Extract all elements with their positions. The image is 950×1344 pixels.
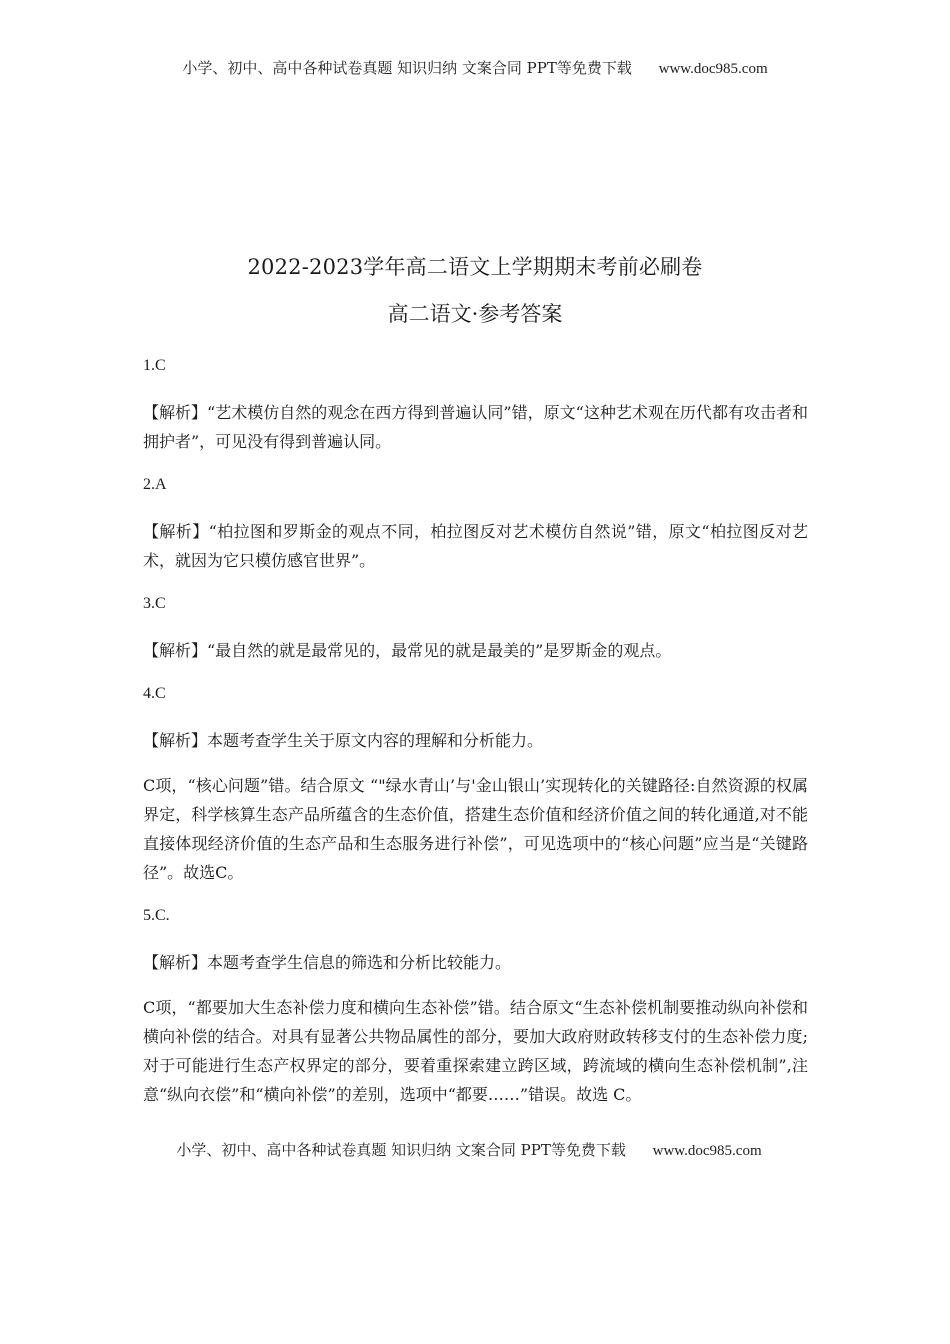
answer-list [143, 353, 808, 1125]
answer-3-analysis: 【解析】“最自然的就是最常见的，最常见的就是最美的”是罗斯金的观点。 [143, 641, 672, 660]
header-banner-site[interactable]: www.doc985.com [658, 61, 768, 77]
answer-5-explanation: C项，“都要加大生态补偿力度和横向生态补偿”错。结合原文“生态补偿机制要推动纵向补偿和横向补偿的结合。对具有显著公共物品属性的部分，要加大政府财政转移支付的生态补偿力度;对于可能进行生态产权界定的部分，要着重探索建立跨区域，跨流域的横向生态补偿机制”,注意“纵向衣偿”和“横向补偿”的差别，选项中“都要……”错误。故选 C。 [143, 998, 808, 1104]
answer-4-number: 4.C [143, 685, 166, 702]
footer-banner [0, 1139, 944, 1160]
answer-5-number: 5.C. [143, 907, 170, 924]
title-block [0, 253, 950, 328]
answer-2-number: 2.A [143, 476, 167, 493]
header-banner [0, 57, 950, 78]
document-subtitle: 高二语文·参考答案 [387, 302, 563, 326]
footer-banner-text: 小学、初中、高中各种试卷真题 知识归纳 文案合同 PPT等免费下载 [176, 1141, 626, 1159]
footer-banner-site[interactable]: www.doc985.com [652, 1143, 762, 1159]
answer-4-explanation: C项，“核心问题”错。结合原文 “"绿水青山’与'金山银山’实现转化的关键路径:自然资源的权属界定，科学核算生态产品所蕴含的生态价值，搭建生态价值和经济价值之间的转化通道,对不能直接体现经济价值的生态产品和生态服务进行补偿”，可见选项中的“核心问题”应当是“关键路径”。故选C。 [143, 776, 808, 882]
document-title: 2022-2023学年高二语文上学期期末考前必刷卷 [247, 255, 703, 279]
answer-1-number: 1.C [143, 357, 166, 374]
header-banner-text: 小学、初中、高中各种试卷真题 知识归纳 文案合同 PPT等免费下载 [182, 59, 632, 77]
answer-3-number: 3.C [143, 595, 166, 612]
answer-5-analysis: 【解析】本题考查学生信息的筛选和分析比较能力。 [143, 953, 512, 972]
answer-2-analysis: 【解析】“柏拉图和罗斯金的观点不同，柏拉图反对艺术模仿自然说”错，原文“柏拉图反对艺术，就因为它只模仿感官世界”。 [143, 522, 808, 570]
answer-1-analysis: 【解析】“艺术模仿自然的观念在西方得到普遍认同”错，原文“这种艺术观在历代都有攻击者和拥护者”，可见没有得到普遍认同。 [143, 403, 808, 451]
answer-4-analysis: 【解析】本题考查学生关于原文内容的理解和分析能力。 [143, 731, 544, 750]
